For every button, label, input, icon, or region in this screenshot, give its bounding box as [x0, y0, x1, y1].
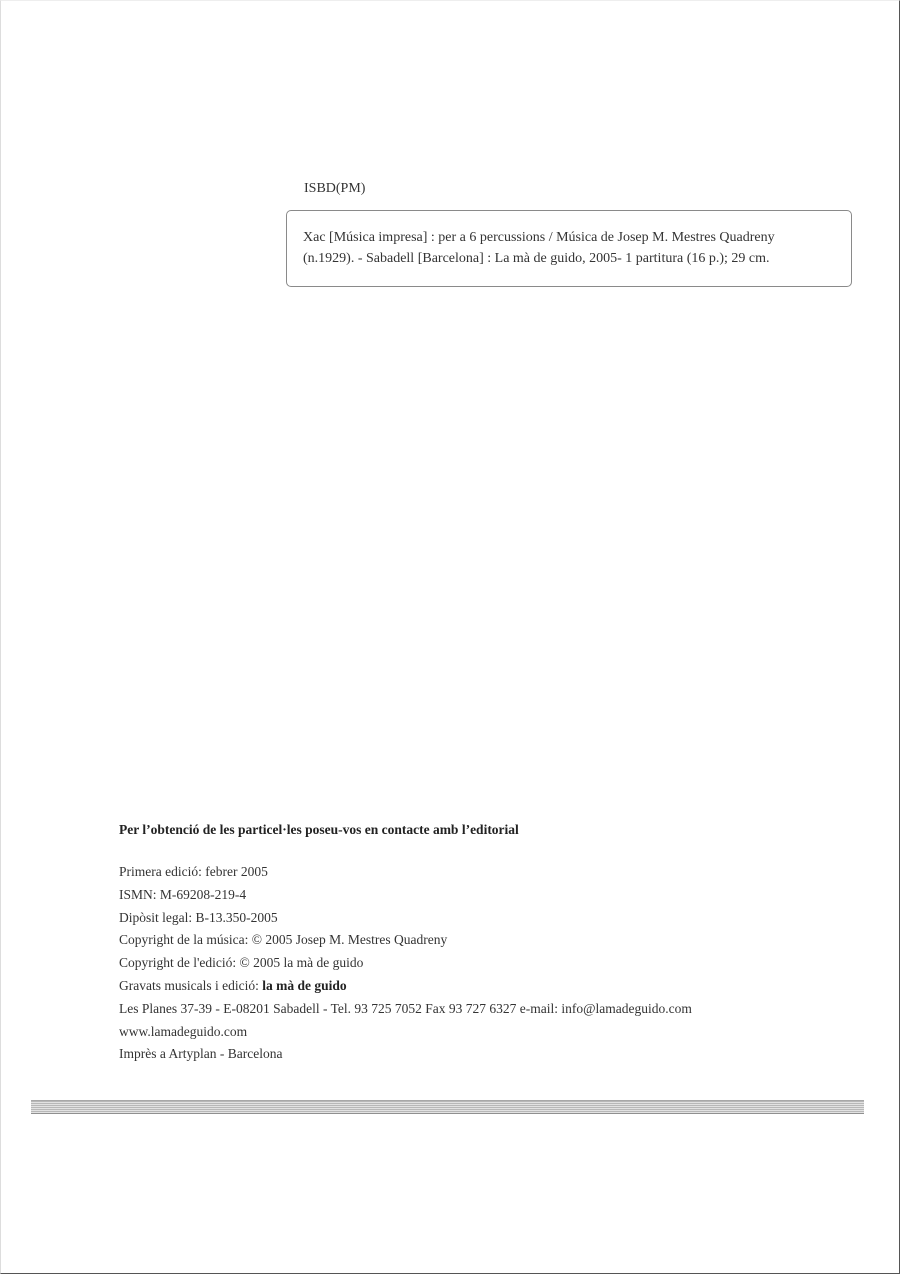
publisher-website: www.lamadeguido.com: [119, 1023, 248, 1039]
ismn: ISMN: M-69208-219-4: [119, 886, 247, 902]
isbd-record-line-2: (n.1929). - Sabadell [Barcelona] : La mà de guido, 2005- 1 partitura (16 p.); 29 cm.: [303, 251, 770, 266]
engraving-label: Gravats musicals i edició:: [119, 977, 263, 993]
publisher-address: Les Planes 37-39 - E-08201 Sabadell - Tel. 93 725 7052 Fax 93 727 6327 e-mail: info@lamadeguido.com: [119, 1000, 692, 1016]
isbd-record-line-1: Xac [Música impresa] : per a 6 percussions / Música de Josep M. Mestres Quadreny: [303, 230, 775, 245]
legal-deposit: Dipòsit legal: B-13.350-2005: [119, 909, 278, 925]
isbd-heading: ISBD(PM): [304, 181, 366, 196]
printer-credit: Imprès a Artyplan - Barcelona: [119, 1046, 283, 1062]
first-edition: Primera edició: febrer 2005: [119, 864, 268, 879]
engraving-credit: [119, 975, 692, 998]
edition-copyright: Copyright de l'edició: © 2005 la mà de guido: [119, 955, 364, 971]
isbd-record-box: [286, 210, 852, 287]
music-copyright: Copyright de la música: © 2005 Josep M. Mestres Quadreny: [119, 932, 448, 948]
publisher-name: la mà de guido: [262, 977, 347, 993]
parts-contact-notice: Per l’obtenció de les particel·les poseu-vos en contacte amb l’editorial: [119, 822, 519, 837]
footer-rule: [31, 1100, 864, 1114]
credits-block: [119, 821, 692, 1066]
